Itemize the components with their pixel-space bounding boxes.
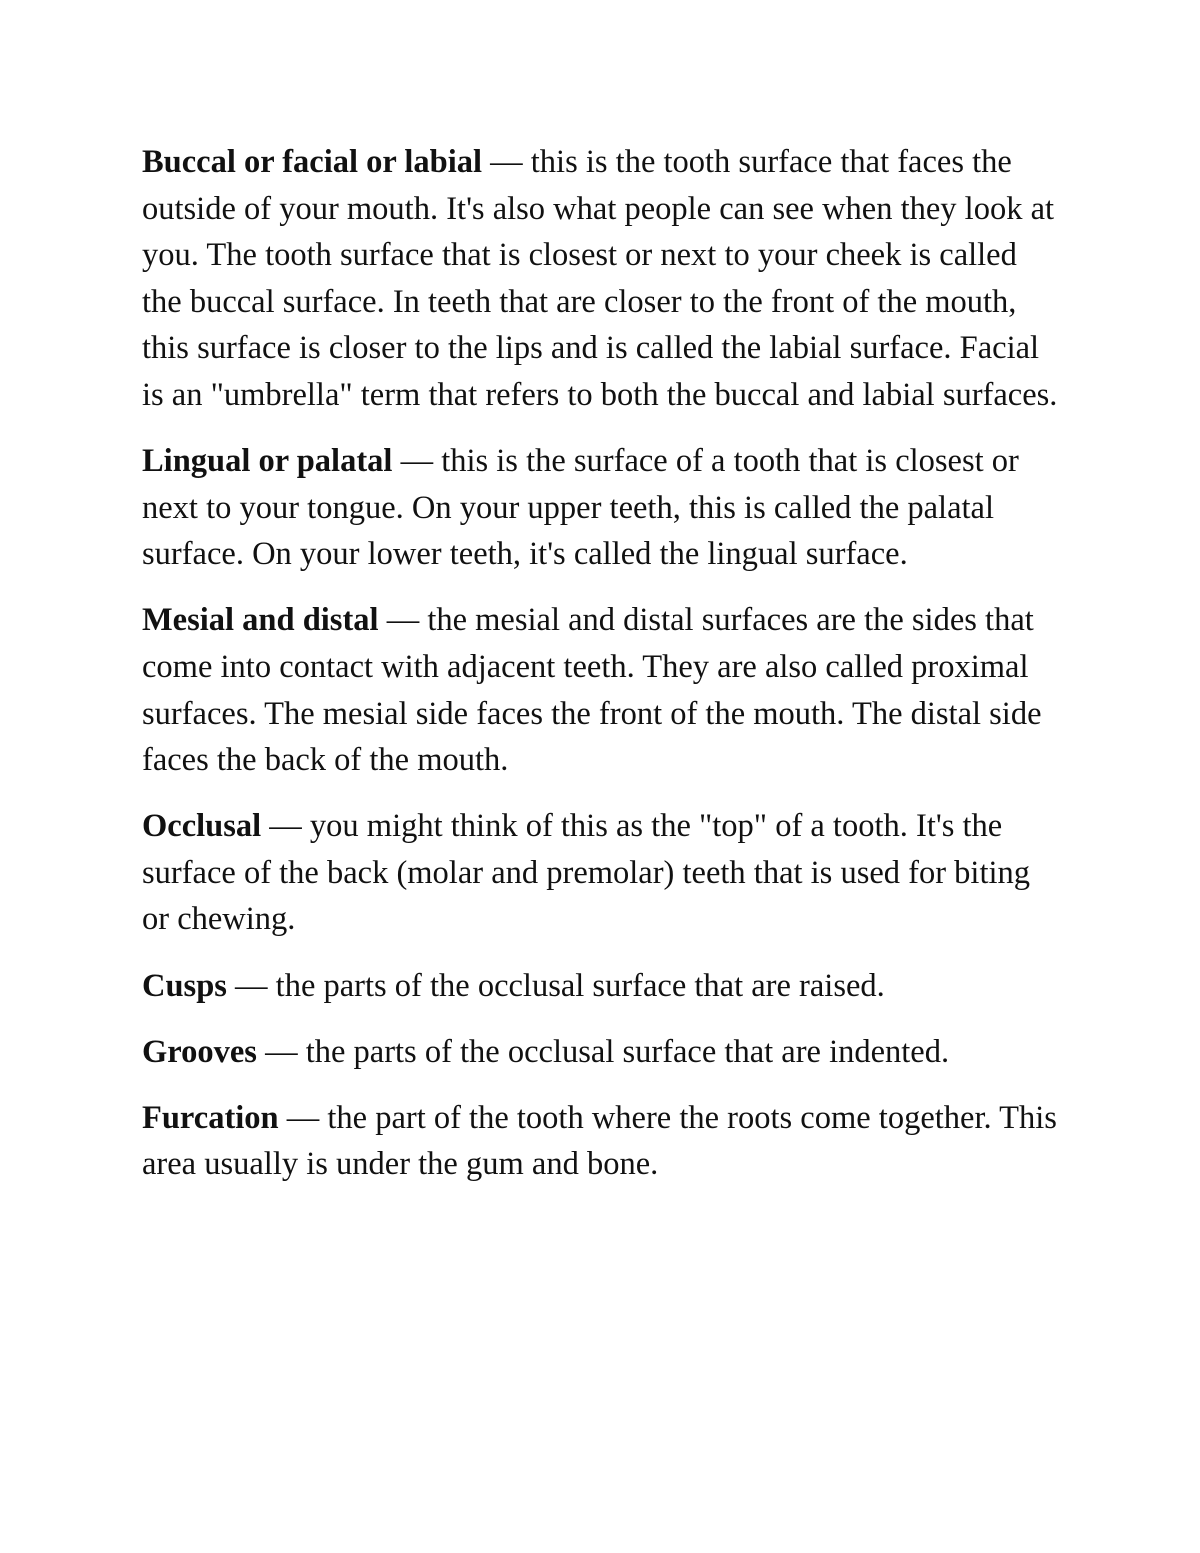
entry-term: Cusps bbox=[142, 967, 227, 1004]
entry-separator: — bbox=[378, 602, 428, 639]
entry-term: Furcation bbox=[142, 1099, 279, 1136]
entry-lingual bbox=[142, 438, 1062, 578]
entry-separator: — bbox=[261, 808, 310, 845]
entry-buccal bbox=[142, 139, 1062, 419]
entry-term: Grooves bbox=[142, 1033, 257, 1070]
entry-separator: — bbox=[256, 1033, 306, 1070]
entry-term: Lingual or palatal bbox=[142, 443, 393, 480]
entry-separator: — bbox=[226, 967, 276, 1004]
entry-grooves bbox=[142, 1029, 1062, 1076]
entry-definition: this is the tooth surface that faces the outside of your mouth. It's also what people can see when they look at you. The tooth surface that is closest or next to your cheek is called the buccal surface. In teeth that are closer to the front of the mouth, this surface is closer to the lips and is called the labial surface. Facial is an "umbrella" term that refers to both the buccal and labial surfaces. bbox=[142, 144, 1058, 413]
entry-definition: the part of the tooth where the roots come together. This area usually is under the gum and bone. bbox=[142, 1099, 1057, 1183]
entry-term: Mesial and distal bbox=[142, 602, 379, 639]
entry-definition: the parts of the occlusal surface that are raised. bbox=[275, 967, 885, 1004]
entry-definition: this is the surface of a tooth that is closest or next to your tongue. On your upper teeth, this is called the palatal surface. On your lower teeth, it's called the lingual surface. bbox=[142, 443, 1019, 573]
entry-definition: the parts of the occlusal surface that are indented. bbox=[305, 1033, 950, 1070]
entry-term: Buccal or facial or labial bbox=[142, 144, 483, 180]
entry-mesial-distal bbox=[142, 597, 1062, 783]
document-body bbox=[142, 139, 1062, 1207]
entry-furcation bbox=[142, 1095, 1062, 1188]
entry-definition: the mesial and distal surfaces are the sides that come into contact with adjacent teeth. They are also called proximal surfaces. The mesial side faces the front of the mouth. The distal side faces the back of the mouth. bbox=[142, 602, 1042, 779]
entry-cusps bbox=[142, 963, 1062, 1010]
entry-term: Occlusal bbox=[142, 808, 262, 845]
entry-separator: — bbox=[278, 1099, 328, 1136]
entry-separator: — bbox=[482, 144, 531, 180]
entry-separator: — bbox=[392, 443, 442, 480]
entry-occlusal bbox=[142, 803, 1062, 943]
entry-definition: you might think of this as the "top" of a tooth. It's the surface of the back (molar and premolar) teeth that is used for biting or chewing. bbox=[142, 808, 1031, 938]
